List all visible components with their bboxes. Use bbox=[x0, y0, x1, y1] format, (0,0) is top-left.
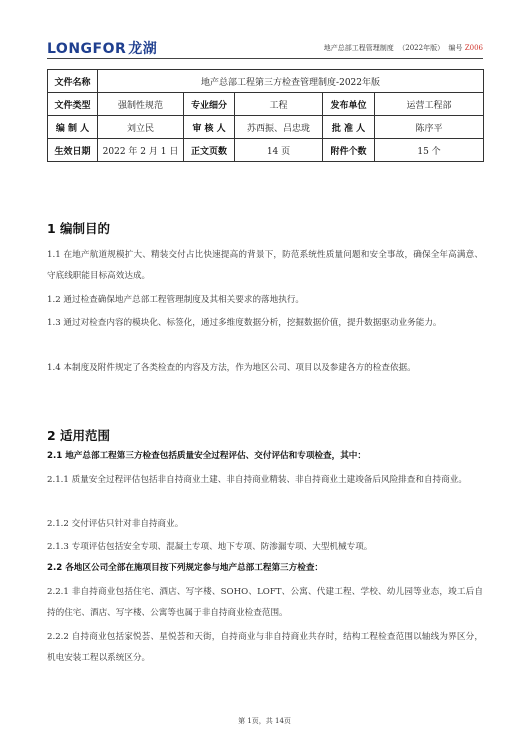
table-row bbox=[48, 116, 484, 139]
label-discipline: 专业细分 bbox=[184, 93, 235, 116]
document-info-table bbox=[47, 69, 484, 162]
paragraph-2-1-2: 2.1.2 交付评估只针对非自持商业。 bbox=[47, 519, 184, 529]
value-doc-type: 强制性规范 bbox=[98, 93, 184, 116]
paragraph-1-2: 1.2 通过检查确保地产总部工程管理制度及其相关要求的落地执行。 bbox=[47, 295, 305, 305]
value-page-count: 14 页 bbox=[235, 139, 323, 162]
paragraph-1-4: 1.4 本制度及附件规定了各类检查的内容及方法，作为地区公司、项目以及参建各方的检查依据。 bbox=[47, 363, 416, 373]
value-effective-date: 2022 年 2 月 1 日 bbox=[98, 139, 184, 162]
value-issuer: 运营工程部 bbox=[375, 93, 484, 116]
label-doc-name: 文件名称 bbox=[48, 70, 98, 93]
logo-cn: 龙湖 bbox=[128, 41, 158, 57]
label-doc-type: 文件类型 bbox=[48, 93, 98, 116]
label-effective-date: 生效日期 bbox=[48, 139, 98, 162]
section-1-heading: 1 编制目的 bbox=[47, 221, 111, 236]
doc-edition: （2022年版） bbox=[398, 44, 445, 52]
value-attachment-count: 15 个 bbox=[375, 139, 484, 162]
header-doc-info bbox=[324, 43, 483, 53]
table-row bbox=[48, 70, 484, 93]
table-row bbox=[48, 93, 484, 116]
value-approver: 陈序平 bbox=[375, 116, 484, 139]
subheading-2-2: 2.2 各地区公司全部在施项目按下列规定参与地产总部工程第三方检查： bbox=[47, 563, 324, 573]
header-rule bbox=[47, 58, 483, 59]
table-row bbox=[48, 139, 484, 162]
logo-text: LONGFOR bbox=[47, 41, 127, 57]
doc-no: Z006 bbox=[464, 44, 483, 52]
value-discipline: 工程 bbox=[235, 93, 323, 116]
doc-no-label: 编号 bbox=[448, 44, 463, 52]
company-logo bbox=[47, 38, 157, 58]
paragraph-2-1-3: 2.1.3 专项评估包括安全专项、混凝土专项、地下专项、防渗漏专项、大型机械专项。 bbox=[47, 542, 373, 552]
doc-series: 地产总部工程管理制度 bbox=[323, 44, 394, 52]
paragraph-2-2-1: 2.2.1 非自持商业包括住宅、酒店、写字楼、SOHO、LOFT、公寓、代建工程、学校、幼儿园等业态，竣工后自持的住宅、酒店、写字楼、公寓等也属于非自持商业检查范围。 bbox=[47, 587, 483, 618]
paragraph-2-2-2: 2.2.2 自持商业包括家悦荟、星悦荟和天街，自持商业与非自持商业共存时，结构工程检查范围以轴线为界区分，机电安装工程以系统区分。 bbox=[47, 632, 483, 663]
label-reviewer: 审 核 人 bbox=[184, 116, 235, 139]
paragraph-2-1-1: 2.1.1 质量安全过程评估包括非自持商业土建、非自持商业精装、非自持商业土建竣备后风险排查和自持商业。 bbox=[47, 475, 467, 485]
value-author: 刘立民 bbox=[98, 116, 184, 139]
label-author: 编 制 人 bbox=[48, 116, 98, 139]
label-issuer: 发布单位 bbox=[323, 93, 375, 116]
value-doc-name: 地产总部工程第三方检查管理制度-2022年版 bbox=[98, 70, 484, 93]
page-header bbox=[47, 36, 483, 60]
section-2-heading: 2 适用范围 bbox=[47, 428, 111, 443]
paragraph-1-3: 1.3 通过对检查内容的模块化、标签化，通过多维度数据分析，挖掘数据价值，提升数据驱动业务能力。 bbox=[47, 318, 442, 328]
paragraph-1-1: 1.1 在地产航道规模扩大、精装交付占比快速提高的背景下，防范系统性质量问题和安全事故，确保全年高满意、守底线职能目标高效达成。 bbox=[47, 250, 483, 281]
page-footer: 第 1页，共 14页 bbox=[238, 717, 291, 725]
subheading-2-1: 2.1 地产总部工程第三方检查包括质量安全过程评估、交付评估和专项检查，其中： bbox=[47, 451, 366, 461]
value-reviewer: 苏西振、吕忠珑 bbox=[235, 116, 323, 139]
label-approver: 批 准 人 bbox=[323, 116, 375, 139]
label-page-count: 正文页数 bbox=[184, 139, 235, 162]
label-attachment-count: 附件个数 bbox=[323, 139, 375, 162]
